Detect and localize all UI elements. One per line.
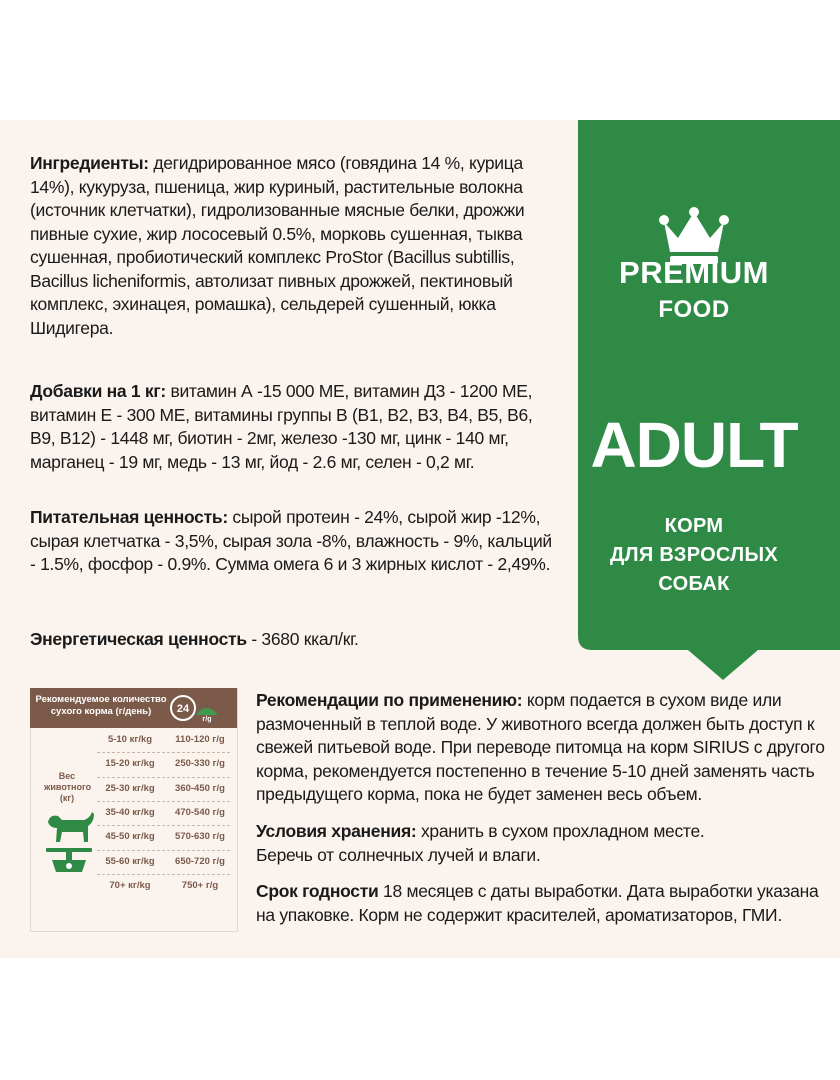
feeding-table-title [34, 694, 168, 718]
table-cell-weight: 25-30 кг/kg [105, 782, 155, 794]
badge-desc-line: КОРМ [664, 515, 724, 537]
ingredients-text: дегидрированное мясо (говядина 14 %, курица 14%), кукуруза, пшеница, жир куриный, растительные волокна (источник клетчатки), гидролизованные мясные белки, дрожжи пивные сухие, жир лососевый 0.5%, морковь сушенная, тыква сушенная, пробиотический комплекс ProStor (Bacillus subtillis, Bacillus licheniformis, автолизат пивных дрожжей, пектиновый комплекс, эхинацея, ромашка), сельдерей сушенный, юкка Шидигера. [30, 153, 525, 338]
usage-text: корм подается в сухом виде или размоченный в теплой воде. У животного всегда должен быть доступ к свежей питьевой воде. При переводе питомца на корм SIRIUS с другого корма, рекомендуется постепенно в течение 5-10 дней заменять часть предыдущего корма, пока не будет заменен весь объем. [256, 690, 825, 804]
table-row-separator [97, 850, 230, 851]
unit-label: г/g [202, 716, 212, 723]
daily-ration-icon [168, 691, 220, 725]
weight-label-line: животного [44, 782, 92, 792]
ingredients-paragraph [30, 152, 560, 340]
food-label: FOOD [658, 296, 730, 323]
energy-label: Энергетическая ценность [30, 629, 247, 649]
table-cell-weight: 55-60 кг/kg [105, 855, 155, 867]
storage-paragraph [256, 820, 826, 867]
feeding-table-title-line: Рекомендуемое количество [35, 694, 167, 705]
badge-desc-line: ДЛЯ ВЗРОСЛЫХ [609, 544, 779, 566]
table-cell-weight: 70+ кг/kg [109, 879, 151, 891]
table-row-separator [97, 801, 230, 802]
ingredients-label: Ингредиенты: [30, 153, 149, 173]
table-cell-ration: 470-540 г/g [175, 806, 225, 818]
energy-text: - 3680 ккал/кг. [246, 629, 359, 649]
table-row-separator [97, 752, 230, 753]
table-cell-ration: 570-630 г/g [175, 831, 225, 843]
additives-text: витамин А -15 000 МЕ, витамин Д3 - 1200 МЕ, витамин Е - 300 МЕ, витамины группы В (В1, В2, В3, В4, В5, В6, В9, В12) - 1448 мг, биотин - 2мг, железо -130 мг, цинк - 140 мг, марганец - 19 мг, медь - 13 мг, йод - 2.6 мг, селен - 0,2 мг. [30, 381, 533, 472]
adult-label: ADULT [590, 409, 798, 481]
badge-desc-line: СОБАК [658, 573, 730, 595]
usage-label: Рекомендации по применению: [256, 690, 523, 710]
storage-text-2: Беречь от солнечных лучей и влаги. [256, 844, 541, 865]
table-row-separator [97, 874, 230, 875]
storage-label: Условия хранения: [256, 821, 417, 841]
usage-paragraph [256, 689, 826, 807]
badge-description [578, 512, 810, 599]
table-row-separator [97, 825, 230, 826]
table-cell-weight: 15-20 кг/kg [105, 758, 155, 770]
nutrition-text: сырой протеин - 24%, сырой жир -12%, сырая клетчатка - 3,5%, сырая зола -8%, влажность - 9%, кальций - 1.5%, фосфор - 0.9%. Сумма омега 6 и 3 жирных кислот - 2,49%. [30, 507, 552, 574]
shelf-life-text: 18 месяцев с даты выработки. Дата выработки указана на упаковке. Корм не содержит красителей, ароматизаторов, ГМИ. [256, 881, 819, 925]
table-cell-weight: 35-40 кг/kg [105, 806, 155, 818]
shelf-life-label: Срок годности [256, 881, 379, 901]
shelf-life-paragraph [256, 880, 826, 927]
table-cell-weight: 45-50 кг/kg [105, 831, 155, 843]
additives-label: Добавки на 1 кг: [30, 381, 166, 401]
weight-label [44, 771, 90, 804]
table-cell-ration: 110-120 г/g [175, 734, 225, 745]
premium-label: PREMIUM [619, 255, 769, 290]
feeding-table-title-line: сухого корма (г/день) [50, 706, 152, 717]
table-cell-ration: 650-720 г/g [175, 855, 225, 867]
hours-value: 24 [176, 703, 190, 715]
nutrition-paragraph [30, 506, 560, 577]
nutrition-label: Питательная ценность: [30, 507, 228, 527]
energy-paragraph [30, 628, 560, 652]
dog-on-scale-icon [40, 808, 98, 876]
table-cell-ration: 360-450 г/g [175, 782, 225, 794]
weight-label-line: Вес [58, 771, 76, 781]
table-cell-ration: 750+ г/g [181, 879, 219, 891]
table-row-separator [97, 777, 230, 778]
storage-text: хранить в сухом прохладном месте. [416, 821, 705, 841]
additives-paragraph [30, 380, 560, 474]
table-cell-weight: 5-10 кг/kg [107, 734, 153, 745]
weight-label-line: (кг) [59, 793, 75, 803]
table-cell-ration: 250-330 г/g [175, 758, 225, 770]
